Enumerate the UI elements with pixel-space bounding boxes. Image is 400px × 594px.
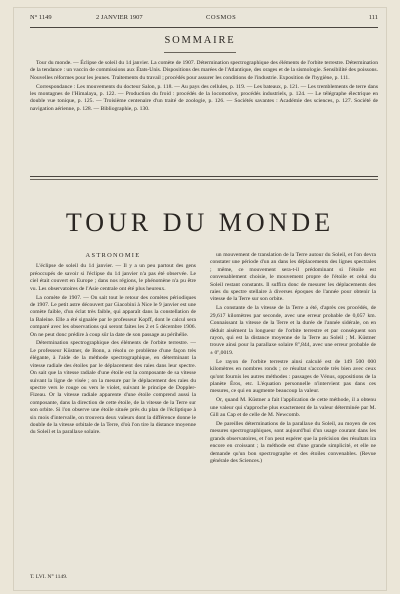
- summary-title-rule: [164, 52, 236, 53]
- subsection-heading: ASTRONOMIE: [85, 252, 141, 259]
- journal-name: COSMOS: [206, 14, 237, 21]
- article-paragraph: La comète de 1907. — On sait tout le retour des comètes périodiques de 1907. Le petit astre découvert par Giacobini à Nice le 9 janvier est une comète faible, d'un éclat très faible, qui apparaît dans la constellation de la Baleine. Elle a été signalée par le professeur Kopff, dont le calcul sera comparé avec les observations qui seront faites les 2 et 5 décembre 1906. On ne peut donc prédire à coup sûr la date de son passage au périhélie.: [30, 294, 196, 338]
- summary-bottom-rule-thin: [30, 179, 378, 180]
- article-paragraph: La constante de la vitesse de la Terre a été, d'après ces procédés, de 29,617 kilomètres par seconde, avec une erreur probable de 0,057 km. Connaissant la vitesse de la Terre et la durée de l'année sidérale, on en déduit aisément la longueur de l'orbite terrestre et par conséquent son rayon, qui est la distance moyenne de la Terre au Soleil ; M. Küstner trouve ainsi pour la parallaxe solaire 8'',844, avec une erreur probable de ± 0'',0019.: [210, 305, 376, 356]
- journal-page: [14, 8, 386, 590]
- section-title: TOUR DU MONDE: [65, 208, 335, 237]
- page-number: 111: [368, 14, 378, 21]
- article-paragraph: Le rayon de l'orbite terrestre ainsi calculé est de 149 500 000 kilomètres en nombres ronds ; ce résultat s'accorde très bien avec ceux qu'ont fournis les autres méthodes : passages de Vénus, oppositions de la planète Éros, etc. L'équation personnelle n'intervient pas dans ces mesures, ce qui en augmente beaucoup la valeur.: [210, 358, 376, 395]
- article-paragraph: Or, quand M. Küstner a fait l'application de cette méthode, il a obtenu une valeur qui s'approche plus exactement de la valeur déterminée par M. Gill au Cap et de celle de M. Newcomb.: [210, 397, 376, 419]
- header-rule: [30, 27, 378, 28]
- summary-bottom-rule: [30, 176, 378, 177]
- article-paragraph: Détermination spectrographique des éléments de l'orbite terrestre. — Le professeur Küstner, de Bonn, a résolu ce problème d'une façon très élégante, à l'aide de la méthode spectrographique, en déterminant la vitesse radiale des étoiles par le déplacement des raies dans leur spectre. On sait que la vitesse radiale d'une étoile est la composante de sa vitesse suivant la ligne de visée ; on la mesure par le déplacement des raies du spectre vers le rouge ou vers le violet, suivant le principe de Doppler-Fizeau. Or la vitesse radiale apparente d'une étoile comprend aussi la composante, dans la direction de cette étoile, de la vitesse de la Terre sur son orbite. Si l'on observe une étoile située près du plan de l'écliptique à six mois d'intervalle, on trouvera deux valeurs dont la différence donne le double de la vitesse orbitale de la Terre, d'où l'on tire la distance moyenne du Soleil et la parallaxe solaire.: [30, 340, 196, 436]
- page-footer: T. LVI. N° 1149.: [30, 574, 68, 580]
- summary-block: [30, 60, 378, 115]
- summary-title: SOMMAIRE: [164, 35, 236, 46]
- article-paragraph: L'éclipse de soleil du 14 janvier. — Il y a un peu partout des gens préoccupés de savoir si l'éclipse du 14 janvier n'a pas été observée. Le ciel était couvert en Europe ; dans nos régions, le phénomène n'a pu être vu. Les observatoires de l'Asie centrale ont été plus heureux.: [30, 263, 196, 292]
- right-column: [210, 252, 376, 467]
- summary-paragraph: Tour du monde. — Éclipse de soleil du 14 janvier. La comète de 1907. Détermination spectrographique des éléments de l'orbite terrestre. Détermination de la tendance : un vaccin de commissions aux États-Unis. Dispositions des marées de l'Atlantique, des orages et de la sismologie. Sensibilité des poissons. Nouvelles réformes pour les jeunes. Traitements du travail ; procédés pour assurer les conditions de l'industrie. Exposition de l'hygiène, p. 111.: [30, 60, 378, 81]
- summary-paragraph: Correspondance : Les mouvements du docteur Salon, p. 118. — Au pays des cellules, p. 119. — Les bateaux, p. 121. — Les tremblements de terre dans les montagnes de l'Himalaya, p. 122. — Production du froid : procédés de la locomotive, procédés industriels, p. 124. — Le télégraphe électrique en double vue tonique, p. 125. — Troisième centenaire d'un traité de zoologie, p. 126. — Sociétés savantes : Académie des sciences, p. 127. Société de navigation aérienne, p. 128. — Bibliographie, p. 130.: [30, 83, 378, 112]
- running-header: [30, 14, 378, 26]
- left-column: [30, 252, 196, 438]
- article-paragraph: De pareilles déterminations de la parallaxe du Soleil, au moyen de ces mesures spectrographiques, sont aujourd'hui d'un usage courant dans les grands observatoires, et l'on peut espérer que la précision des résultats ira encore en croissant ; la méthode est d'une grande simplicité, et elle ne demande qu'un bon spectrographe et des étoiles convenables. (Revue générale des Sciences.): [210, 420, 376, 464]
- issue-date: 2 JANVIER 1907: [96, 14, 143, 21]
- article-paragraph: un mouvement de translation de la Terre autour du Soleil, et l'on devra constater une période d'un an dans les déplacements des lignes spectrales ; même, ce mouvement sera-t-il prédominant si l'étoile est convenablement choisie, le mouvement propre de l'étoile et celui du Soleil restant constants. Il suffira donc de mesurer les déplacements des raies du spectre stellaire à diverses époques de l'année pour obtenir la vitesse de la Terre sur son orbite.: [210, 252, 376, 303]
- issue-number: N° 1149: [30, 14, 52, 21]
